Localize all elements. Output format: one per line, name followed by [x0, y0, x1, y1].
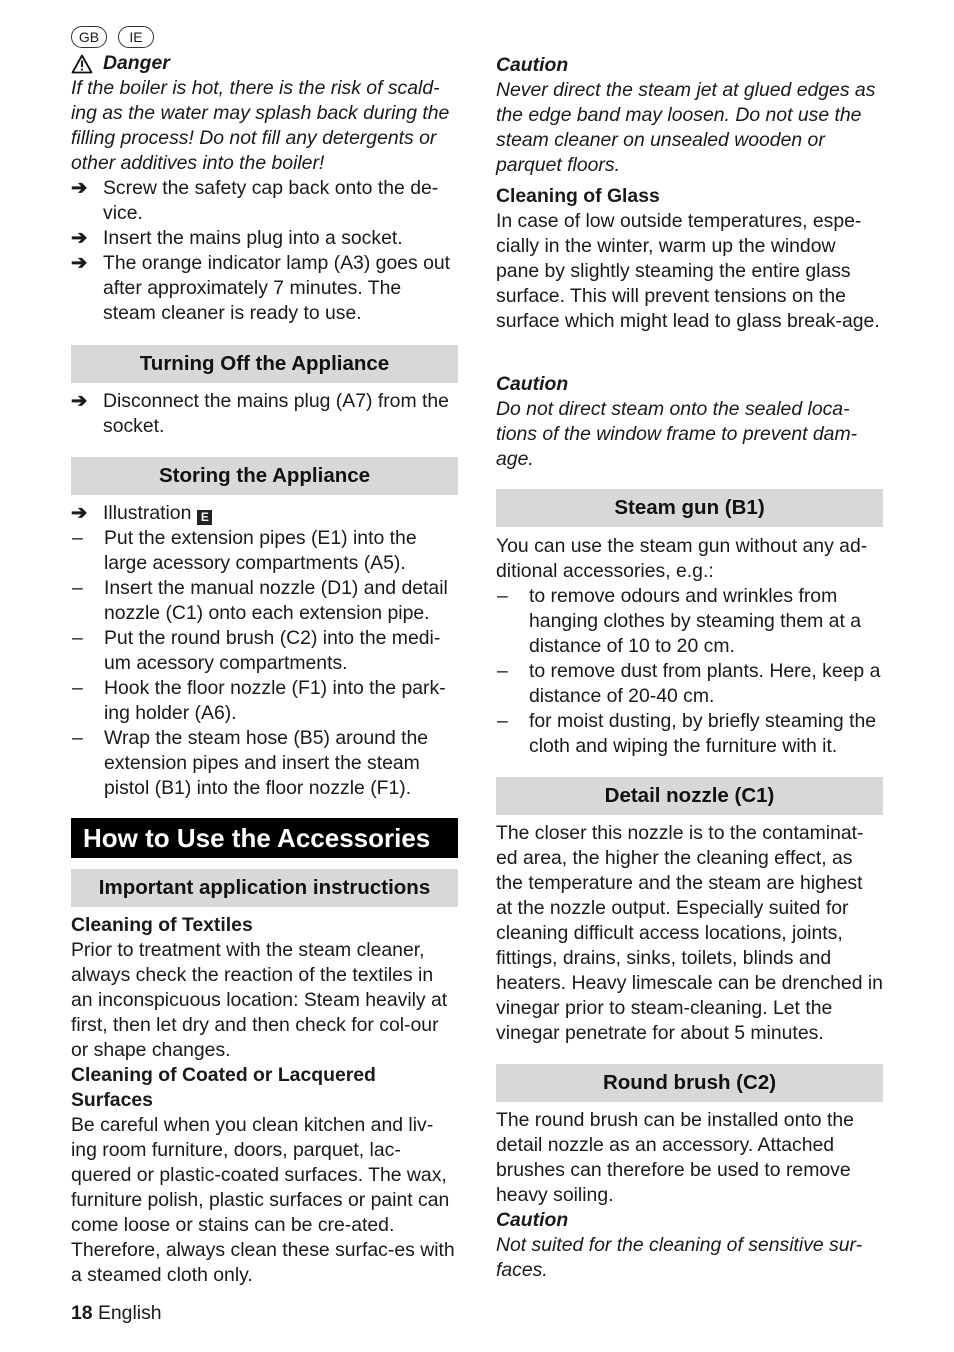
list-item [71, 676, 458, 726]
storing-list [71, 501, 458, 801]
round-brush-text: The round brush can be installed onto the detail nozzle as an accessory. Attached brushes can therefore be used to remove heavy soiling. [496, 1109, 854, 1206]
danger-title: Danger [103, 52, 170, 74]
textiles-section [71, 913, 458, 1288]
round-brush-section [496, 1108, 883, 1283]
accessories-heading: How to Use the Accessories [71, 818, 458, 858]
turning-off-heading: Turning Off the Appliance [71, 345, 458, 383]
list-item [71, 626, 458, 676]
dash-bullet: – [72, 627, 83, 649]
dash-bullet: – [497, 710, 508, 732]
caution-text: Never direct the steam jet at glued edges as the edge band may loosen. Do not use the steam cleaner on unsealed wooden or parquet floors. [496, 79, 876, 176]
caution-block [496, 53, 883, 178]
warning-triangle-icon [71, 54, 93, 74]
step-text: Insert the mains plug into a socket. [103, 227, 403, 249]
item-text: for moist dusting, by briefly steaming the cloth and wiping the furniture with it. [529, 710, 877, 757]
textiles-text: Prior to treatment with the steam cleaner, always check the reaction of the textiles in an inconspicuous location: Steam heavily at first, then let dry and then check for col-our or shape changes. [71, 939, 448, 1061]
item-text: Wrap the steam hose (B5) around the extension pipes and insert the steam pistol (B1) into the floor nozzle (F1). [104, 727, 429, 799]
detail-nozzle-text: The closer this nozzle is to the contaminat-ed area, the higher the cleaning effect, as the temperature and the steam are highest at the nozzle output. Especially suited for cleaning difficult access locations, joints, fittings, drains, sinks, toilets, blinds and heaters. Heavy limescale can be drenched in vinegar prior to steam-cleaning. Let the vinegar penetrate for about 5 minutes. [496, 822, 883, 1044]
dash-bullet: – [72, 527, 83, 549]
item-text: Put the round brush (C2) into the medi-um acessory compartments. [104, 627, 441, 674]
list-item [71, 251, 458, 326]
danger-block [71, 51, 458, 176]
list-item [71, 176, 458, 226]
application-instructions-heading: Important application instructions [71, 869, 458, 907]
detail-nozzle-heading: Detail nozzle (C1) [496, 777, 883, 815]
arrow-right-icon: ➔ [71, 252, 88, 274]
caution-text: Not suited for the cleaning of sensitive sur-faces. [496, 1234, 863, 1281]
steam-gun-section [496, 534, 883, 759]
list-item [71, 726, 458, 801]
detail-nozzle-section [496, 821, 883, 1046]
danger-text: If the boiler is hot, there is the risk of scald-ing as the water may splash back during the filling process! Do not fill any detergents or other additives into the boiler! [71, 77, 450, 174]
textiles-title: Cleaning of Textiles [71, 914, 253, 936]
arrow-right-icon: ➔ [71, 390, 88, 412]
item-text: to remove odours and wrinkles from hanging clothes by steaming them at a distance of 10 to 20 cm. [529, 585, 861, 657]
page-number: 18 [71, 1302, 93, 1324]
list-item [71, 389, 458, 439]
caution-block [496, 372, 883, 472]
round-brush-heading: Round brush (C2) [496, 1064, 883, 1102]
step-text: The orange indicator lamp (A3) goes out after approximately 7 minutes. The steam cleaner is ready to use. [103, 252, 451, 324]
illustration-ref-box: E [197, 510, 212, 525]
caution-title: Caution [496, 1209, 569, 1231]
lang-badge-ie: IE [118, 26, 154, 48]
illustration-label: Illustration [103, 502, 192, 524]
glass-section [496, 184, 883, 334]
arrow-right-icon: ➔ [71, 177, 88, 199]
caution-title: Caution [496, 54, 569, 76]
list-item [496, 709, 883, 759]
item-text: Hook the floor nozzle (F1) into the park-ing holder (A6). [104, 677, 446, 724]
fill-steps-list [71, 176, 458, 326]
glass-text: In case of low outside temperatures, espe-cially in the winter, warm up the window pane by slightly steaming the entire glass surface. This will prevent tensions on the surface which might lead to glass break-age. [496, 210, 880, 332]
lang-badge-gb: GB [71, 26, 107, 48]
footer-language: English [97, 1302, 162, 1324]
dash-bullet: – [72, 577, 83, 599]
storing-heading: Storing the Appliance [71, 457, 458, 495]
dash-bullet: – [72, 727, 83, 749]
list-item [71, 226, 458, 251]
language-badges [71, 26, 154, 48]
steam-gun-heading: Steam gun (B1) [496, 489, 883, 527]
arrow-right-icon: ➔ [71, 502, 88, 524]
arrow-right-icon: ➔ [71, 227, 88, 249]
step-text: Screw the safety cap back onto the de-vice. [103, 177, 439, 224]
dash-bullet: – [497, 585, 508, 607]
coated-title: Cleaning of Coated or Lacquered Surfaces [71, 1064, 376, 1111]
item-text: Insert the manual nozzle (D1) and detail nozzle (C1) onto each extension pipe. [104, 577, 448, 624]
list-item [496, 659, 883, 709]
caution-title: Caution [496, 373, 569, 395]
turning-off-steps [71, 389, 458, 439]
dash-bullet: – [497, 660, 508, 682]
list-item [71, 526, 458, 576]
item-text: to remove dust from plants. Here, keep a distance of 20-40 cm. [529, 660, 881, 707]
glass-title: Cleaning of Glass [496, 185, 660, 207]
step-text: Disconnect the mains plug (A7) from the socket. [103, 390, 449, 437]
page-footer [71, 1301, 162, 1326]
list-item [496, 584, 883, 659]
caution-text: Do not direct steam onto the sealed loca-tions of the window frame to prevent dam-age. [496, 398, 858, 470]
coated-text: Be careful when you clean kitchen and liv-ing room furniture, doors, parquet, lac-quered or plastic-coated surfaces. The wax, furniture polish, plastic surfaces or paint can come loose or stains can be cre-ated. Therefore, always clean these surfac-es with a steamed cloth only. [71, 1114, 455, 1286]
list-item [71, 576, 458, 626]
item-text: Put the extension pipes (E1) into the large acessory compartments (A5). [104, 527, 417, 574]
list-item [71, 501, 458, 526]
steam-gun-intro: You can use the steam gun without any ad-ditional accessories, e.g.: [496, 535, 868, 582]
dash-bullet: – [72, 677, 83, 699]
